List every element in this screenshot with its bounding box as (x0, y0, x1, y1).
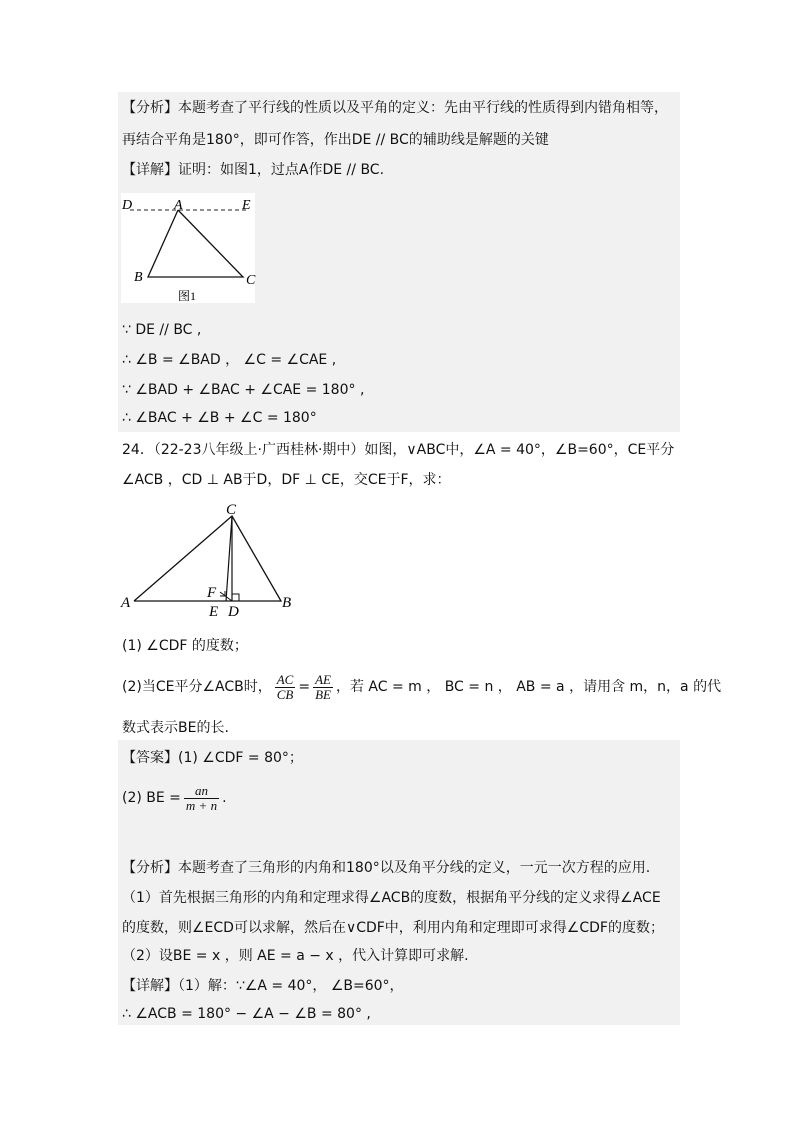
fig2-label-c: C (226, 502, 237, 518)
answer-line2 (122, 780, 227, 816)
right-angle-d (232, 594, 239, 601)
detail1-step1: ∵ DE // BC , (122, 322, 202, 338)
fig1-label-e: E (242, 198, 251, 213)
analysis2-line5: 【详解】（1）解：∵∠A = 40°， ∠B=60°， (122, 978, 404, 994)
detail1-line1: 【详解】证明：如图1，过点A作DE // BC. (122, 162, 385, 178)
analysis2-line3: 的度数，则∠ECD可以求解，然后在∨CDF中，利用内角和定理即可求得∠CDF的度数； (122, 920, 664, 936)
answer-line1: 【答案】(1) ∠CDF = 80°； (122, 750, 303, 766)
detail1-step2: ∴ ∠B = ∠BAD ， ∠C = ∠CAE , (122, 352, 337, 368)
q24-line2: ∠ACB ，CD ⊥ AB于D，DF ⊥ CE，交CE于F，求： (122, 472, 451, 488)
equals-sign: = (298, 679, 311, 695)
q24-part2-post: ，若 AC = m ， BC = n ， AB = a ，请用含 m，n，a 的代 (335, 679, 722, 695)
q24-part2 (122, 670, 721, 704)
fig2-label-a: A (121, 595, 131, 611)
fig2-label-e: E (209, 604, 219, 620)
fig2-label-d: D (228, 604, 239, 620)
segment-ce (226, 516, 232, 601)
fig2-label-b: B (282, 595, 292, 611)
fig1-label-a: A (174, 198, 183, 213)
q24-part1: (1) ∠CDF 的度数； (122, 638, 248, 654)
answer2-pre: (2) BE = (122, 790, 181, 806)
analysis2-line6: ∴ ∠ACB = 180° − ∠A − ∠B = 80° , (122, 1006, 371, 1022)
detail1-step4: ∴ ∠BAC + ∠B + ∠C = 180° (122, 410, 317, 426)
fig1-label-c: C (246, 273, 256, 288)
q24-line1: 24．（22-23八年级上·广西桂林·期中）如图，∨ABC中，∠A = 40°，∠B=60°，CE平分 (122, 442, 675, 458)
detail1-step3: ∵ ∠BAD + ∠BAC + ∠CAE = 180° , (122, 382, 365, 398)
fig1-label-b: B (134, 270, 143, 285)
analysis1-line2: 再结合平角是180°，即可作答，作出DE // BC的辅助线是解题的关键 (122, 132, 549, 148)
fig1-label-d: D (122, 198, 133, 213)
figure-q24 (118, 500, 308, 625)
q24-part2-line2: 数式表示BE的长. (122, 720, 229, 736)
analysis2-line4: （2）设BE = x ，则 AE = a − x ，代入计算即可求解. (122, 948, 469, 964)
fraction-ae-be: $\frac{AE}{BE}$ (315, 671, 331, 702)
fraction-ac-cb: $\frac{AC}{CB}$ (276, 671, 294, 702)
fraction-an-mn: $\frac{an}{m + n}$ (185, 782, 218, 813)
figure-1 (118, 190, 258, 305)
analysis1-line1: 【分析】本题考查了平行线的性质以及平角的定义：先由平行线的性质得到内错角相等， (122, 100, 668, 116)
answer2-post: . (222, 790, 227, 806)
fig2-label-f: F (207, 585, 217, 601)
analysis2-line2: （1）首先根据三角形的内角和定理求得∠ACB的度数，根据角平分线的定义求得∠ACE (122, 890, 661, 906)
analysis2-line1: 【分析】本题考查了三角形的内角和180°以及角平分线的定义，一元一次方程的应用. (122, 860, 651, 876)
q24-part2-pre: (2)当CE平分∠ACB时， (122, 679, 272, 695)
fig1-caption: 图1 (178, 289, 197, 303)
